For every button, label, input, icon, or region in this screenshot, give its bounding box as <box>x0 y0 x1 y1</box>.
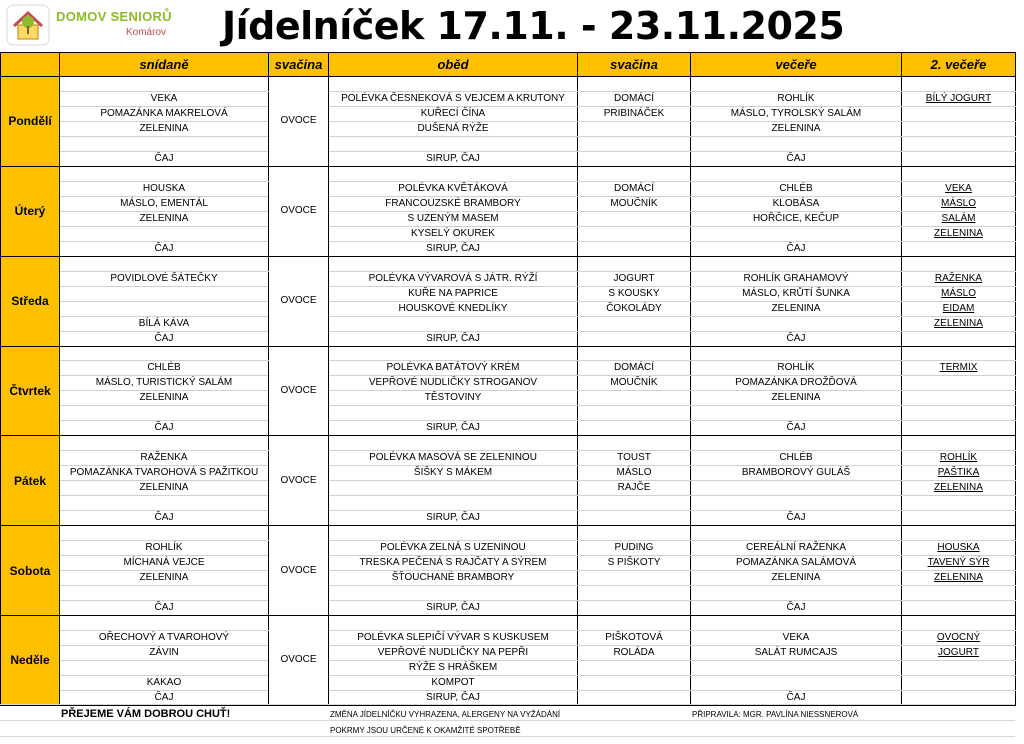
cell-vecere: ČAJ <box>691 600 902 615</box>
cell-vecere: KLOBÁSA <box>691 196 902 211</box>
day-label: Pondělí <box>1 77 60 167</box>
cell-obed: ŠŤOUCHANÉ BRAMBORY <box>329 571 578 586</box>
cell-vecere: MÁSLO, KRŮTÍ ŠUNKA <box>691 286 902 301</box>
cell-vecere <box>691 675 902 690</box>
cell-svacina-1: OVOCE <box>269 256 329 346</box>
cell-2-vecere: EIDAM <box>902 301 1016 316</box>
cell-svacina-2 <box>578 526 691 541</box>
cell-2-vecere <box>902 346 1016 361</box>
cell-snidane: KAKAO <box>60 675 269 690</box>
cell-obed: KYSELÝ OKUREK <box>329 226 578 241</box>
table-row <box>1 196 1016 211</box>
cell-svacina-2 <box>578 571 691 586</box>
cell-obed: VEPŘOVÉ NUDLIČKY NA PEPŘI <box>329 645 578 660</box>
cell-2-vecere <box>902 526 1016 541</box>
cell-svacina-2 <box>578 675 691 690</box>
cell-obed: POLÉVKA VÝVAROVÁ S JÁTR. RÝŽÍ <box>329 271 578 286</box>
cell-2-vecere: RAŽENKA <box>902 271 1016 286</box>
cell-2-vecere: ROHLÍK <box>902 451 1016 466</box>
table-row <box>1 630 1016 645</box>
cell-svacina-2: ČOKOLÁDY <box>578 301 691 316</box>
table-row <box>1 675 1016 690</box>
cell-snidane <box>60 256 269 271</box>
cell-obed <box>329 481 578 496</box>
cell-vecere: HOŘČICE, KEČUP <box>691 211 902 226</box>
cell-snidane <box>60 496 269 511</box>
cell-svacina-2: DOMÁCÍ <box>578 361 691 376</box>
cell-2-vecere: TERMIX <box>902 361 1016 376</box>
cell-svacina-2: DOMÁCÍ <box>578 181 691 196</box>
cell-svacina-2 <box>578 615 691 630</box>
cell-snidane: ZELENINA <box>60 121 269 136</box>
cell-vecere: POMAZÁNKA DROŽĎOVÁ <box>691 376 902 391</box>
table-row <box>1 511 1016 526</box>
cell-2-vecere: JOGURT <box>902 645 1016 660</box>
cell-svacina-2 <box>578 226 691 241</box>
cell-snidane: BÍLÁ KÁVA <box>60 316 269 331</box>
cell-obed: SIRUP, ČAJ <box>329 421 578 436</box>
cell-snidane: MÁSLO, EMENTÁL <box>60 196 269 211</box>
cell-svacina-2: ROLÁDA <box>578 645 691 660</box>
footer <box>0 704 1015 744</box>
cell-svacina-2: S PIŠKOTY <box>578 556 691 571</box>
cell-2-vecere <box>902 136 1016 151</box>
cell-snidane <box>60 526 269 541</box>
cell-vecere <box>691 615 902 630</box>
table-row <box>1 211 1016 226</box>
cell-snidane <box>60 346 269 361</box>
day-label: Neděle <box>1 615 60 705</box>
table-row <box>1 106 1016 121</box>
cell-svacina-2: PUDING <box>578 541 691 556</box>
cell-snidane: POMAZÁNKA MAKRELOVÁ <box>60 106 269 121</box>
cell-vecere <box>691 526 902 541</box>
cell-vecere: ROHLÍK GRAHAMOVÝ <box>691 271 902 286</box>
cell-obed: SIRUP, ČAJ <box>329 511 578 526</box>
cell-svacina-2 <box>578 496 691 511</box>
cell-2-vecere <box>902 77 1016 92</box>
cell-vecere <box>691 256 902 271</box>
cell-obed: SIRUP, ČAJ <box>329 331 578 346</box>
cell-snidane: ROHLÍK <box>60 541 269 556</box>
cell-2-vecere: MÁSLO <box>902 196 1016 211</box>
cell-vecere <box>691 481 902 496</box>
cell-vecere <box>691 136 902 151</box>
cell-obed <box>329 166 578 181</box>
cell-svacina-2 <box>578 331 691 346</box>
col-header-snidane: snídaně <box>60 53 269 77</box>
cell-snidane <box>60 136 269 151</box>
cell-snidane: ČAJ <box>60 151 269 166</box>
cell-svacina-1: OVOCE <box>269 615 329 705</box>
logo-name: DOMOV SENIORŮ <box>56 9 172 24</box>
cell-obed: FRANCOUZSKÉ BRAMBORY <box>329 196 578 211</box>
day-label: Sobota <box>1 526 60 616</box>
cell-obed <box>329 436 578 451</box>
cell-svacina-2 <box>578 600 691 615</box>
cell-svacina-2: TOUST <box>578 451 691 466</box>
cell-svacina-2 <box>578 166 691 181</box>
cell-vecere: CEREÁLNÍ RAŽENKA <box>691 541 902 556</box>
cell-svacina-2 <box>578 421 691 436</box>
cell-2-vecere <box>902 660 1016 675</box>
cell-obed: DUŠENÁ RÝŽE <box>329 121 578 136</box>
cell-2-vecere <box>902 421 1016 436</box>
cell-snidane <box>60 286 269 301</box>
cell-obed <box>329 77 578 92</box>
cell-svacina-2 <box>578 316 691 331</box>
cell-obed: SIRUP, ČAJ <box>329 690 578 705</box>
cell-vecere: ČAJ <box>691 331 902 346</box>
cell-vecere: ZELENINA <box>691 571 902 586</box>
cell-vecere <box>691 660 902 675</box>
table-row <box>1 541 1016 556</box>
table-row <box>1 481 1016 496</box>
cell-2-vecere <box>902 615 1016 630</box>
cell-snidane: ČAJ <box>60 690 269 705</box>
cell-vecere <box>691 586 902 601</box>
table-row <box>1 286 1016 301</box>
footer-prepared-by: PŘIPRAVILA: MGR. PAVLÍNA NIESSNEROVÁ <box>692 710 859 719</box>
footer-wish: PŘEJEME VÁM DOBROU CHUŤ! <box>61 708 231 720</box>
cell-snidane <box>60 436 269 451</box>
cell-2-vecere: ZELENINA <box>902 481 1016 496</box>
cell-svacina-2 <box>578 151 691 166</box>
cell-snidane: ČAJ <box>60 241 269 256</box>
footer-note-changes: ZMĚNA JÍDELNÍČKU VYHRAZENA, ALERGENY NA VYŽÁDÁNÍ <box>330 710 561 719</box>
cell-svacina-2 <box>578 77 691 92</box>
cell-vecere <box>691 226 902 241</box>
cell-svacina-2: PIŠKOTOVÁ <box>578 630 691 645</box>
cell-snidane: ČAJ <box>60 600 269 615</box>
cell-vecere <box>691 346 902 361</box>
col-header-svacina-2: svačina <box>578 53 691 77</box>
cell-vecere <box>691 436 902 451</box>
cell-2-vecere: VEKA <box>902 181 1016 196</box>
table-row <box>1 526 1016 541</box>
cell-2-vecere <box>902 391 1016 406</box>
table-row <box>1 301 1016 316</box>
cell-vecere <box>691 406 902 421</box>
cell-obed <box>329 526 578 541</box>
cell-svacina-2 <box>578 241 691 256</box>
table-row <box>1 645 1016 660</box>
cell-2-vecere <box>902 496 1016 511</box>
cell-snidane: OŘECHOVÝ A TVAROHOVÝ <box>60 630 269 645</box>
cell-snidane <box>60 406 269 421</box>
cell-snidane: POVIDLOVÉ ŠÁTEČKY <box>60 271 269 286</box>
cell-snidane: MÁSLO, TURISTICKÝ SALÁM <box>60 376 269 391</box>
col-header-svacina-1: svačina <box>269 53 329 77</box>
cell-obed: SIRUP, ČAJ <box>329 600 578 615</box>
table-row <box>1 91 1016 106</box>
cell-vecere: ČAJ <box>691 421 902 436</box>
cell-2-vecere <box>902 121 1016 136</box>
table-row <box>1 451 1016 466</box>
cell-snidane <box>60 226 269 241</box>
cell-snidane: HOUSKA <box>60 181 269 196</box>
cell-svacina-2 <box>578 660 691 675</box>
cell-obed <box>329 346 578 361</box>
table-row <box>1 466 1016 481</box>
cell-2-vecere: OVOCNÝ <box>902 630 1016 645</box>
cell-2-vecere: MÁSLO <box>902 286 1016 301</box>
cell-2-vecere: BÍLÝ JOGURT <box>902 91 1016 106</box>
cell-snidane: ZELENINA <box>60 391 269 406</box>
table-row <box>1 496 1016 511</box>
table-row <box>1 77 1016 92</box>
cell-snidane: ZELENINA <box>60 211 269 226</box>
cell-vecere: VEKA <box>691 630 902 645</box>
cell-obed: SIRUP, ČAJ <box>329 241 578 256</box>
cell-snidane: ČAJ <box>60 511 269 526</box>
cell-obed <box>329 256 578 271</box>
cell-vecere: ZELENINA <box>691 121 902 136</box>
cell-svacina-2 <box>578 136 691 151</box>
menu-table <box>0 52 1016 706</box>
cell-vecere <box>691 77 902 92</box>
cell-obed: KUŘE NA PAPRICE <box>329 286 578 301</box>
cell-svacina-2: DOMÁCÍ <box>578 91 691 106</box>
cell-svacina-1: OVOCE <box>269 526 329 616</box>
cell-obed: S UZENÝM MASEM <box>329 211 578 226</box>
cell-obed: POLÉVKA SLEPIČÍ VÝVAR S KUSKUSEM <box>329 630 578 645</box>
cell-snidane: ČAJ <box>60 331 269 346</box>
cell-2-vecere <box>902 511 1016 526</box>
cell-snidane: MÍCHANÁ VEJCE <box>60 556 269 571</box>
cell-obed <box>329 496 578 511</box>
cell-snidane: ZELENINA <box>60 571 269 586</box>
cell-snidane <box>60 77 269 92</box>
cell-obed: POLÉVKA MASOVÁ SE ZELENINOU <box>329 451 578 466</box>
house-tree-logo-icon <box>6 4 50 46</box>
table-row <box>1 271 1016 286</box>
cell-svacina-2 <box>578 406 691 421</box>
cell-vecere <box>691 166 902 181</box>
cell-2-vecere <box>902 241 1016 256</box>
table-row <box>1 391 1016 406</box>
cell-vecere <box>691 316 902 331</box>
cell-2-vecere: PAŠTIKA <box>902 466 1016 481</box>
cell-2-vecere: TAVENÝ SÝR <box>902 556 1016 571</box>
table-row <box>1 316 1016 331</box>
day-label: Středa <box>1 256 60 346</box>
cell-svacina-2: MÁSLO <box>578 466 691 481</box>
cell-svacina-2 <box>578 436 691 451</box>
table-row <box>1 151 1016 166</box>
cell-snidane <box>60 615 269 630</box>
cell-obed <box>329 615 578 630</box>
day-label: Úterý <box>1 166 60 256</box>
table-row <box>1 256 1016 271</box>
cell-svacina-1: OVOCE <box>269 436 329 526</box>
cell-svacina-1: OVOCE <box>269 166 329 256</box>
cell-obed: KUŘECÍ ČÍNA <box>329 106 578 121</box>
cell-vecere: ČAJ <box>691 690 902 705</box>
cell-vecere: ROHLÍK <box>691 361 902 376</box>
cell-2-vecere <box>902 256 1016 271</box>
cell-obed: RÝŽE S HRÁŠKEM <box>329 660 578 675</box>
cell-snidane <box>60 586 269 601</box>
page-title: Jídelníček 17.11. - 23.11.2025 <box>222 4 845 48</box>
cell-obed: POLÉVKA BATÁTOVÝ KRÉM <box>329 361 578 376</box>
cell-obed <box>329 406 578 421</box>
table-row <box>1 615 1016 630</box>
header-row <box>1 53 1016 77</box>
cell-svacina-2: S KOUSKY <box>578 286 691 301</box>
cell-obed: HOUSKOVÉ KNEDLÍKY <box>329 301 578 316</box>
table-row <box>1 586 1016 601</box>
col-header-vecere: večeře <box>691 53 902 77</box>
cell-2-vecere <box>902 106 1016 121</box>
cell-svacina-2 <box>578 346 691 361</box>
page-header <box>0 0 1024 52</box>
day-label: Pátek <box>1 436 60 526</box>
cell-vecere: POMAZÁNKA SALÁMOVÁ <box>691 556 902 571</box>
cell-2-vecere: SALÁM <box>902 211 1016 226</box>
table-row <box>1 556 1016 571</box>
cell-svacina-2 <box>578 586 691 601</box>
table-row <box>1 361 1016 376</box>
day-label: Čtvrtek <box>1 346 60 436</box>
cell-vecere: ČAJ <box>691 511 902 526</box>
cell-snidane: VEKA <box>60 91 269 106</box>
cell-svacina-2: RAJČE <box>578 481 691 496</box>
cell-obed <box>329 136 578 151</box>
corner-cell <box>1 53 60 77</box>
table-row <box>1 660 1016 675</box>
cell-svacina-2: JOGURT <box>578 271 691 286</box>
cell-obed: KOMPOT <box>329 675 578 690</box>
table-row <box>1 436 1016 451</box>
cell-obed: TĚSTOVINY <box>329 391 578 406</box>
cell-2-vecere <box>902 331 1016 346</box>
footer-note-consumption: POKRMY JSOU URČENÉ K OKAMŽITÉ SPOTŘEBĚ <box>330 726 521 735</box>
table-row <box>1 406 1016 421</box>
cell-svacina-1: OVOCE <box>269 77 329 167</box>
table-row <box>1 331 1016 346</box>
cell-snidane <box>60 166 269 181</box>
cell-svacina-2: PRIBINÁČEK <box>578 106 691 121</box>
cell-vecere: CHLÉB <box>691 451 902 466</box>
cell-vecere: ZELENINA <box>691 391 902 406</box>
cell-snidane: RAŽENKA <box>60 451 269 466</box>
table-row <box>1 226 1016 241</box>
cell-2-vecere <box>902 406 1016 421</box>
cell-obed <box>329 316 578 331</box>
table-row <box>1 421 1016 436</box>
logo-place: Komárov <box>126 27 167 38</box>
cell-2-vecere: ZELENINA <box>902 571 1016 586</box>
table-row <box>1 376 1016 391</box>
cell-obed <box>329 586 578 601</box>
cell-vecere: ČAJ <box>691 241 902 256</box>
cell-vecere: ROHLÍK <box>691 91 902 106</box>
menu-body <box>1 77 1016 706</box>
cell-vecere: MÁSLO, TYROLSKÝ SALÁM <box>691 106 902 121</box>
col-header-2-vecere: 2. večeře <box>902 53 1016 77</box>
cell-obed: ŠIŠKY S MÁKEM <box>329 466 578 481</box>
cell-svacina-2 <box>578 211 691 226</box>
cell-vecere: CHLÉB <box>691 181 902 196</box>
cell-2-vecere: ZELENINA <box>902 226 1016 241</box>
cell-obed: POLÉVKA ZELNÁ S UZENINOU <box>329 541 578 556</box>
cell-2-vecere <box>902 675 1016 690</box>
cell-vecere: SALÁT RUMCAJS <box>691 645 902 660</box>
cell-vecere: ČAJ <box>691 151 902 166</box>
cell-svacina-2 <box>578 121 691 136</box>
cell-svacina-1: OVOCE <box>269 346 329 436</box>
cell-2-vecere <box>902 436 1016 451</box>
cell-obed: TRESKA PEČENÁ S RAJČATY A SÝREM <box>329 556 578 571</box>
cell-snidane: ZELENINA <box>60 481 269 496</box>
cell-2-vecere <box>902 586 1016 601</box>
cell-snidane <box>60 301 269 316</box>
table-row <box>1 166 1016 181</box>
table-row <box>1 346 1016 361</box>
cell-obed: POLÉVKA KVĚTÁKOVÁ <box>329 181 578 196</box>
col-header-obed: oběd <box>329 53 578 77</box>
table-row <box>1 241 1016 256</box>
cell-svacina-2 <box>578 256 691 271</box>
cell-vecere: ZELENINA <box>691 301 902 316</box>
cell-2-vecere: HOUSKA <box>902 541 1016 556</box>
cell-2-vecere <box>902 376 1016 391</box>
cell-svacina-2 <box>578 511 691 526</box>
cell-obed: POLÉVKA ČESNEKOVÁ S VEJCEM A KRUTONY <box>329 91 578 106</box>
cell-svacina-2: MOUČNÍK <box>578 196 691 211</box>
cell-snidane: CHLÉB <box>60 361 269 376</box>
cell-2-vecere <box>902 166 1016 181</box>
cell-obed: VEPŘOVÉ NUDLIČKY STROGANOV <box>329 376 578 391</box>
table-row <box>1 600 1016 615</box>
cell-snidane: ČAJ <box>60 421 269 436</box>
cell-snidane: ZÁVIN <box>60 645 269 660</box>
cell-vecere <box>691 496 902 511</box>
cell-svacina-2: MOUČNÍK <box>578 376 691 391</box>
table-row <box>1 181 1016 196</box>
cell-svacina-2 <box>578 391 691 406</box>
table-row <box>1 121 1016 136</box>
cell-obed: SIRUP, ČAJ <box>329 151 578 166</box>
cell-snidane <box>60 660 269 675</box>
table-row <box>1 136 1016 151</box>
cell-2-vecere <box>902 151 1016 166</box>
cell-snidane: POMAZÁNKA TVAROHOVÁ S PAŽITKOU <box>60 466 269 481</box>
table-row <box>1 571 1016 586</box>
cell-2-vecere <box>902 600 1016 615</box>
cell-2-vecere: ZELENINA <box>902 316 1016 331</box>
cell-vecere: BRAMBOROVÝ GULÁŠ <box>691 466 902 481</box>
